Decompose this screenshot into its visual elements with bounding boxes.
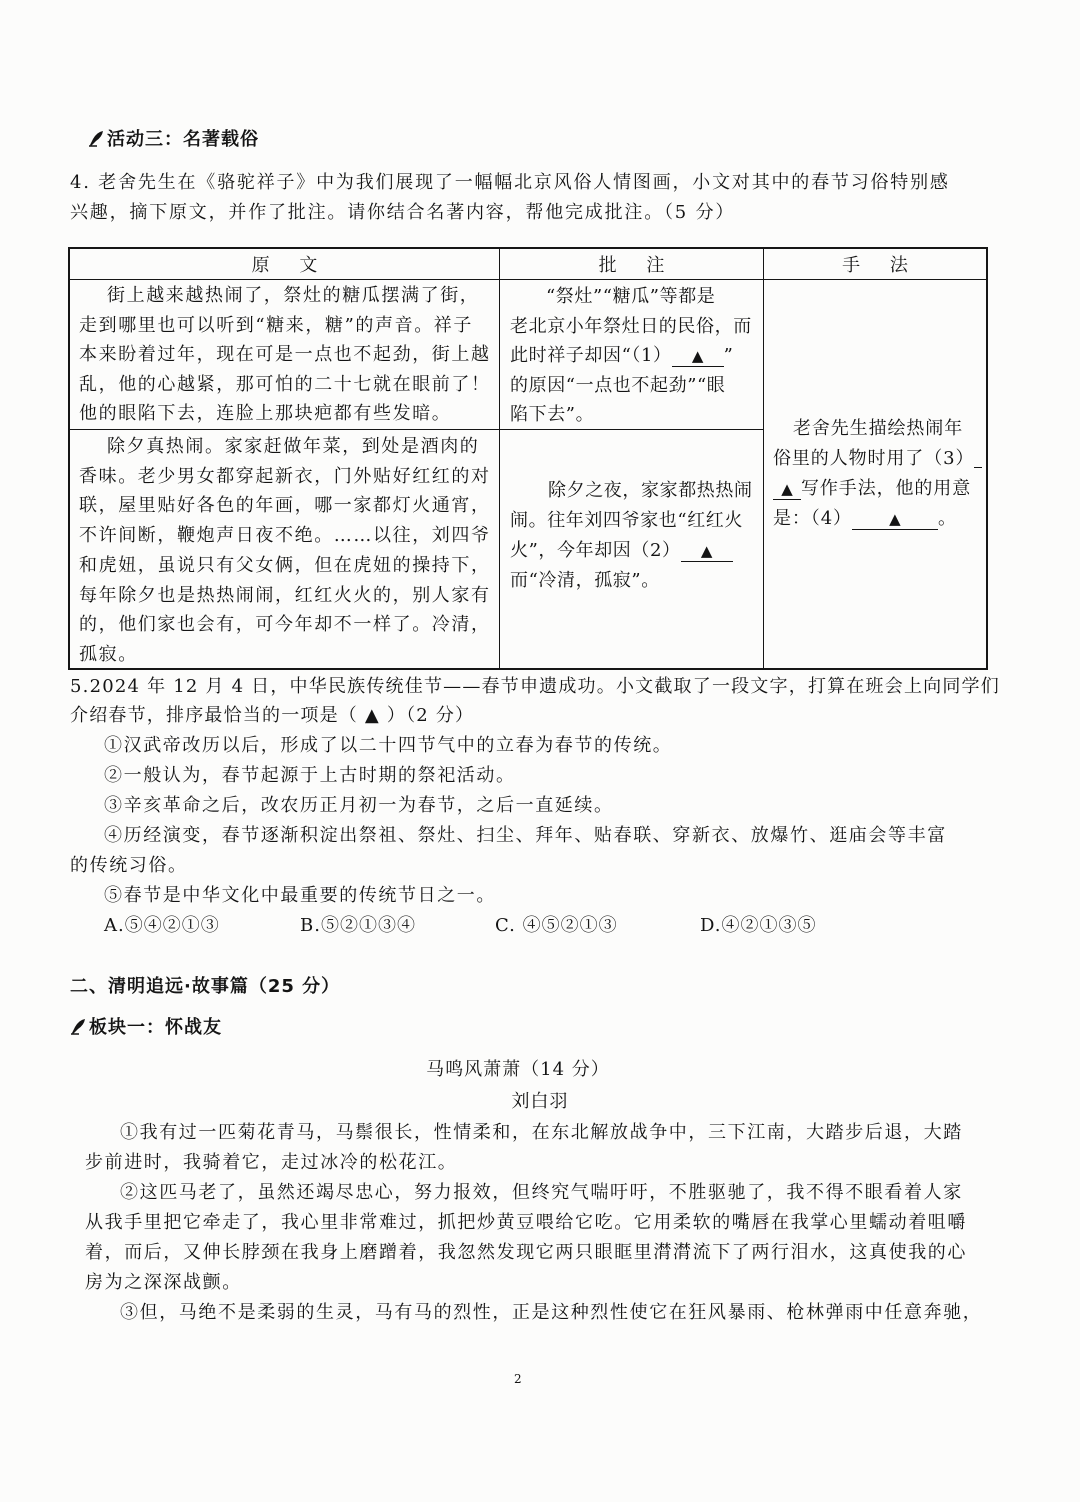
text-line: 老舍先生描绘热闹年 bbox=[793, 418, 964, 439]
text-line bbox=[510, 341, 763, 371]
paragraph-line: 房为之深深战颤。 bbox=[85, 1272, 242, 1293]
blank-underline bbox=[974, 466, 982, 468]
header-original: 原 文 bbox=[70, 249, 500, 280]
q5-items bbox=[70, 731, 947, 911]
q5-line: 介绍春节，排序最恰当的一项是（ ▲ ）（2 分） bbox=[70, 705, 475, 726]
q5-item: ①汉武帝改历以后，形成了以二十四节气中的立春为春节的传统。 bbox=[104, 735, 673, 756]
option-a: A.⑤④②①③ bbox=[104, 915, 220, 936]
text-line bbox=[773, 444, 986, 474]
text-line: 陷下去”。 bbox=[510, 404, 595, 425]
q5-options bbox=[0, 911, 1080, 941]
text-line: 联，屋里贴好各色的年画，哪一家都灯火通宵， bbox=[79, 495, 491, 517]
text-line: 老北京小年祭灶日的民俗，而 bbox=[510, 315, 752, 337]
article-author: 刘白羽 bbox=[511, 1091, 569, 1112]
text-line: “祭灶”“糖瓜”等都是 bbox=[546, 286, 716, 307]
text-line bbox=[773, 504, 986, 534]
text-line: 的，他们家也会有，可今年却不一样了。冷清， bbox=[79, 614, 491, 636]
q5-item: ②一般认为，春节起源于上古时期的祭祀活动。 bbox=[104, 765, 516, 786]
text-line: 的原因“一点也不起劲”“眼 bbox=[510, 374, 726, 396]
pen-icon bbox=[70, 1015, 87, 1045]
q4-line: 兴趣，摘下原文，并作了批注。请你结合名著内容，帮他完成批注。（5 分） bbox=[70, 202, 736, 223]
paragraph-line: ①我有过一匹菊花青马，马鬃很长，性情柔和，在东北解放战争中，三下江南，大踏步后退，大踏 bbox=[120, 1122, 963, 1143]
text-line: 街上越来越热闹了，祭灶的糖瓜摆满了街， bbox=[107, 285, 480, 306]
paragraph-line: ②这匹马老了，虽然还竭尽忠心，努力报效，但终究气喘吁吁，不胜驱驰了，我不得不眼看着人家 bbox=[120, 1182, 963, 1203]
q5-item: ④历经演变，春节逐渐积淀出祭祖、祭灶、扫尘、拜年、贴春联、穿新衣、放爆竹、逛庙会等丰富 bbox=[104, 825, 947, 846]
answer-blank-3: ▲ bbox=[773, 480, 801, 500]
header-annotation: 批 注 bbox=[500, 249, 764, 280]
text-segment: 此时祥子却因“（1） bbox=[510, 345, 672, 366]
text-segment: 俗里的人物时用了（3） bbox=[773, 448, 975, 469]
text-line: 和虎妞，虽说只有父女俩，但在虎妞的操持下， bbox=[79, 554, 491, 576]
section2-heading: 二、清明追远·故事篇（25 分） bbox=[70, 976, 341, 997]
activity3-title: 活动三：名著载俗 bbox=[107, 129, 259, 150]
q5-item: ③辛亥革命之后，改农历正月初一为春节，之后一直延续。 bbox=[104, 795, 614, 816]
text-line: 而“冷清，孤寂”。 bbox=[510, 570, 660, 591]
answer-blank-2: ▲ bbox=[681, 542, 733, 562]
paragraph-line: 步前进时，我骑着它，走过冰冷的松花江。 bbox=[85, 1152, 458, 1173]
text-line: 他的眼陷下去，连脸上那块疤都有些发暗。 bbox=[79, 403, 452, 424]
paragraph-line: ③但，马绝不是柔弱的生灵，马有马的烈性，正是这种烈性使它在狂风暴雨、枪林弹雨中任意奔驰， bbox=[120, 1302, 983, 1323]
text-line: 乱，他的心越紧，那可怕的二十七就在眼前了！ bbox=[79, 373, 491, 395]
q5-item: ⑤春节是中华文化中最重要的传统节日之一。 bbox=[104, 885, 496, 906]
text-line: 不许间断，鞭炮声日夜不绝。……以往，刘四爷 bbox=[79, 525, 491, 547]
text-segment: 火”，今年却因（2） bbox=[510, 540, 681, 561]
row1-original bbox=[70, 280, 500, 430]
annotation-table bbox=[68, 247, 988, 670]
block1-heading bbox=[70, 1013, 222, 1045]
paragraph-line: 从我手里把它牵走了，我心里非常难过，抓把炒黄豆喂给它吃。它用柔软的嘴唇在我掌心里蠕动着咀嚼 bbox=[85, 1212, 967, 1233]
text-line: 香味。老少男女都穿起新衣，门外贴好红红的对 bbox=[79, 465, 491, 487]
text-line bbox=[773, 474, 986, 504]
q5-line: 5.2024 年 12 月 4 日，中华民族传统佳节——春节申遗成功。小文截取了一段文字，打算在班会上向同学们 bbox=[70, 676, 1000, 697]
paragraph-line: 着，而后，又伸长脖颈在我身上磨蹭着，我忽然发现它两只眼眶里潸潸流下了两行泪水，这真使我的心 bbox=[85, 1242, 967, 1263]
option-b: B.⑤②①③④ bbox=[300, 915, 416, 936]
question-5 bbox=[70, 672, 1000, 730]
article-body bbox=[85, 1118, 982, 1328]
text-line bbox=[510, 536, 763, 566]
answer-blank-4: ▲ bbox=[852, 510, 938, 530]
text-line: 除夕之夜，家家都热热闹 bbox=[548, 480, 753, 501]
text-line: 本来盼着过年，现在可是一点也不起劲，街上越 bbox=[79, 344, 491, 365]
row2-annotation bbox=[500, 430, 764, 668]
option-d: D.④②①③⑤ bbox=[700, 915, 817, 936]
activity3-heading bbox=[88, 125, 259, 157]
text-line: 孤寂。 bbox=[79, 643, 138, 665]
text-segment: ” bbox=[723, 345, 734, 366]
row2-original bbox=[70, 430, 500, 668]
option-c: C. ④⑤②①③ bbox=[495, 915, 618, 936]
text-segment: 是：（4） bbox=[773, 508, 852, 529]
article-title: 马鸣风萧萧（14 分） bbox=[426, 1059, 610, 1080]
block1-title: 板块一：怀战友 bbox=[89, 1017, 222, 1038]
answer-blank-1: ▲ bbox=[672, 347, 724, 367]
page-number: 2 bbox=[514, 1372, 522, 1386]
question-4 bbox=[70, 168, 950, 228]
pen-icon bbox=[88, 127, 105, 157]
header-method: 手 法 bbox=[764, 249, 986, 280]
text-segment: 写作手法，他的用意 bbox=[801, 478, 972, 499]
text-line: 除夕真热闹。家家赶做年菜，到处是酒肉的 bbox=[107, 436, 480, 457]
q4-line: 4. 老舍先生在《骆驼祥子》中为我们展现了一幅幅北京风俗人情图画，小文对其中的春节习俗特别感 bbox=[70, 172, 950, 193]
text-line: 每年除夕也是热热闹闹，红红火火的，别人家有 bbox=[79, 584, 491, 606]
method-cell bbox=[764, 280, 986, 668]
q5-item-continuation: 的传统习俗。 bbox=[70, 855, 188, 876]
text-segment: 。 bbox=[937, 508, 957, 529]
row1-annotation bbox=[500, 280, 764, 430]
text-line: 闹。往年刘四爷家也“红红火 bbox=[510, 510, 744, 531]
text-line: 走到哪里也可以听到“糖来，糖”的声音。祥子 bbox=[79, 314, 474, 336]
